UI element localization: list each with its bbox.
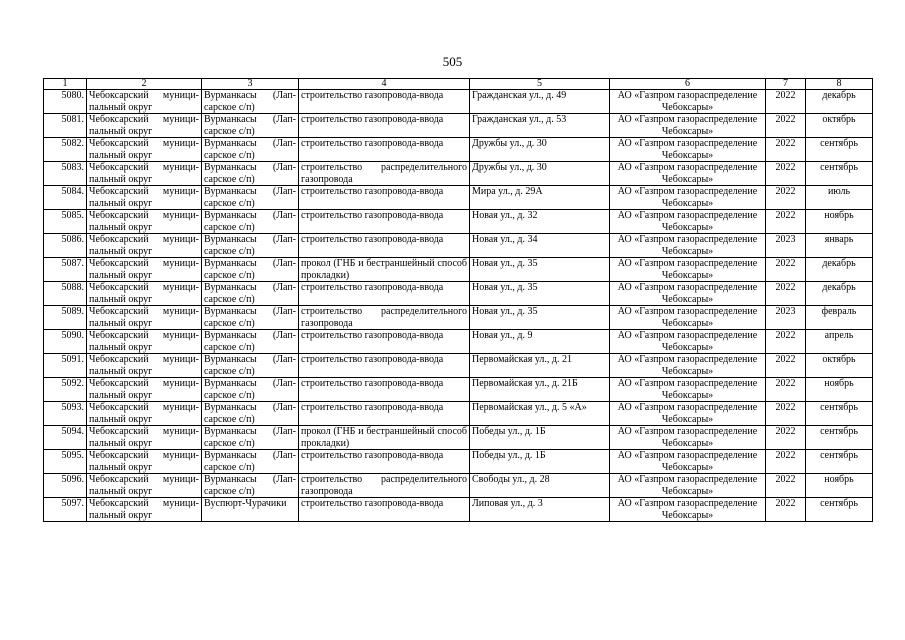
year-cell: 2022 — [766, 282, 806, 306]
address-cell: Дружбы ул., д. 30 — [470, 162, 610, 186]
organization-cell: АО «Газпром газораспределение Чебоксары» — [610, 378, 766, 402]
address-cell: Первомайская ул., д. 5 «А» — [470, 402, 610, 426]
address-cell: Новая ул., д. 9 — [470, 330, 610, 354]
column-header: 6 — [610, 79, 766, 90]
settlement-cell: Вурманкасы (Лап-сарское с/п) — [202, 186, 299, 210]
row-number: 5088. — [44, 282, 87, 306]
address-cell: Новая ул., д. 32 — [470, 210, 610, 234]
address-cell: Свободы ул., д. 28 — [470, 474, 610, 498]
work-type-cell: строительство газопровода-ввода — [299, 498, 470, 522]
table-row — [44, 354, 873, 378]
municipality-cell: Чебоксарский муници-пальный округ — [87, 234, 202, 258]
month-cell: сентябрь — [806, 498, 873, 522]
work-type-cell: строительство газопровода-ввода — [299, 282, 470, 306]
table-row — [44, 498, 873, 522]
municipality-cell: Чебоксарский муници-пальный округ — [87, 162, 202, 186]
month-cell: сентябрь — [806, 162, 873, 186]
work-type-cell: строительство газопровода-ввода — [299, 378, 470, 402]
work-type-cell: строительство газопровода-ввода — [299, 186, 470, 210]
work-type-cell: строительство газопровода-ввода — [299, 90, 470, 114]
settlement-cell: Вурманкасы (Лап-сарское с/п) — [202, 162, 299, 186]
column-header: 5 — [470, 79, 610, 90]
month-cell: сентябрь — [806, 138, 873, 162]
column-header: 8 — [806, 79, 873, 90]
month-cell: декабрь — [806, 258, 873, 282]
row-number: 5090. — [44, 330, 87, 354]
address-cell: Гражданская ул., д. 53 — [470, 114, 610, 138]
work-type-cell: строительство газопровода-ввода — [299, 402, 470, 426]
month-cell: ноябрь — [806, 210, 873, 234]
table-row — [44, 210, 873, 234]
address-cell: Дружбы ул., д. 30 — [470, 138, 610, 162]
table-row — [44, 402, 873, 426]
year-cell: 2022 — [766, 138, 806, 162]
organization-cell: АО «Газпром газораспределение Чебоксары» — [610, 162, 766, 186]
header-row — [44, 79, 873, 90]
address-cell: Липовая ул., д. 3 — [470, 498, 610, 522]
municipality-cell: Чебоксарский муници-пальный округ — [87, 258, 202, 282]
municipality-cell: Чебоксарский муници-пальный округ — [87, 378, 202, 402]
organization-cell: АО «Газпром газораспределение Чебоксары» — [610, 234, 766, 258]
address-cell: Первомайская ул., д. 21 — [470, 354, 610, 378]
work-type-cell: прокол (ГНБ и бестраншейный способ прокладки) — [299, 426, 470, 450]
table-row — [44, 426, 873, 450]
table-row — [44, 258, 873, 282]
organization-cell: АО «Газпром газораспределение Чебоксары» — [610, 354, 766, 378]
address-cell: Победы ул., д. 1Б — [470, 426, 610, 450]
settlement-cell: Вурманкасы (Лап-сарское с/п) — [202, 90, 299, 114]
month-cell: сентябрь — [806, 402, 873, 426]
address-cell: Новая ул., д. 35 — [470, 306, 610, 330]
table-body — [44, 90, 873, 522]
row-number: 5084. — [44, 186, 87, 210]
month-cell: октябрь — [806, 354, 873, 378]
row-number: 5089. — [44, 306, 87, 330]
settlement-cell: Вурманкасы (Лап-сарское с/п) — [202, 258, 299, 282]
column-header: 1 — [44, 79, 87, 90]
row-number: 5094. — [44, 426, 87, 450]
settlement-cell: Вурманкасы (Лап-сарское с/п) — [202, 450, 299, 474]
row-number: 5083. — [44, 162, 87, 186]
month-cell: ноябрь — [806, 474, 873, 498]
organization-cell: АО «Газпром газораспределение Чебоксары» — [610, 258, 766, 282]
municipality-cell: Чебоксарский муници-пальный округ — [87, 474, 202, 498]
month-cell: апрель — [806, 330, 873, 354]
organization-cell: АО «Газпром газораспределение Чебоксары» — [610, 138, 766, 162]
year-cell: 2022 — [766, 210, 806, 234]
year-cell: 2022 — [766, 90, 806, 114]
column-header: 3 — [202, 79, 299, 90]
organization-cell: АО «Газпром газораспределение Чебоксары» — [610, 474, 766, 498]
work-type-cell: строительство газопровода-ввода — [299, 210, 470, 234]
month-cell: декабрь — [806, 90, 873, 114]
year-cell: 2023 — [766, 234, 806, 258]
work-type-cell: строительство газопровода-ввода — [299, 138, 470, 162]
organization-cell: АО «Газпром газораспределение Чебоксары» — [610, 186, 766, 210]
table-row — [44, 90, 873, 114]
table-row — [44, 330, 873, 354]
year-cell: 2022 — [766, 162, 806, 186]
month-cell: декабрь — [806, 282, 873, 306]
work-type-cell: строительство распределительного газопровода — [299, 162, 470, 186]
municipality-cell: Чебоксарский муници-пальный округ — [87, 186, 202, 210]
organization-cell: АО «Газпром газораспределение Чебоксары» — [610, 426, 766, 450]
row-number: 5095. — [44, 450, 87, 474]
work-type-cell: строительство распределительного газопровода — [299, 474, 470, 498]
row-number: 5091. — [44, 354, 87, 378]
row-number: 5093. — [44, 402, 87, 426]
month-cell: январь — [806, 234, 873, 258]
month-cell: сентябрь — [806, 426, 873, 450]
municipality-cell: Чебоксарский муници-пальный округ — [87, 114, 202, 138]
municipality-cell: Чебоксарский муници-пальный округ — [87, 426, 202, 450]
municipality-cell: Чебоксарский муници-пальный округ — [87, 330, 202, 354]
row-number: 5081. — [44, 114, 87, 138]
municipality-cell: Чебоксарский муници-пальный округ — [87, 90, 202, 114]
table-row — [44, 474, 873, 498]
municipality-cell: Чебоксарский муници-пальный округ — [87, 402, 202, 426]
organization-cell: АО «Газпром газораспределение Чебоксары» — [610, 90, 766, 114]
row-number: 5092. — [44, 378, 87, 402]
table-row — [44, 186, 873, 210]
municipality-cell: Чебоксарский муници-пальный округ — [87, 282, 202, 306]
table-row — [44, 138, 873, 162]
settlement-cell: Вуспюрт-Чурачики — [202, 498, 299, 522]
address-cell: Победы ул., д. 1Б — [470, 450, 610, 474]
work-type-cell: строительство газопровода-ввода — [299, 330, 470, 354]
settlement-cell: Вурманкасы (Лап-сарское с/п) — [202, 330, 299, 354]
column-header: 7 — [766, 79, 806, 90]
year-cell: 2022 — [766, 426, 806, 450]
table-row — [44, 306, 873, 330]
organization-cell: АО «Газпром газораспределение Чебоксары» — [610, 210, 766, 234]
row-number: 5087. — [44, 258, 87, 282]
page-number: 505 — [442, 54, 463, 69]
organization-cell: АО «Газпром газораспределение Чебоксары» — [610, 450, 766, 474]
address-cell: Новая ул., д. 35 — [470, 282, 610, 306]
address-cell: Новая ул., д. 34 — [470, 234, 610, 258]
organization-cell: АО «Газпром газораспределение Чебоксары» — [610, 306, 766, 330]
settlement-cell: Вурманкасы (Лап-сарское с/п) — [202, 114, 299, 138]
address-cell: Мира ул., д. 29А — [470, 186, 610, 210]
settlement-cell: Вурманкасы (Лап-сарское с/п) — [202, 234, 299, 258]
settlement-cell: Вурманкасы (Лап-сарское с/п) — [202, 426, 299, 450]
organization-cell: АО «Газпром газораспределение Чебоксары» — [610, 402, 766, 426]
municipality-cell: Чебоксарский муници-пальный округ — [87, 306, 202, 330]
municipality-cell: Чебоксарский муници-пальный округ — [87, 138, 202, 162]
municipality-cell: Чебоксарский муници-пальный округ — [87, 450, 202, 474]
year-cell: 2022 — [766, 378, 806, 402]
work-type-cell: строительство газопровода-ввода — [299, 114, 470, 138]
address-cell: Новая ул., д. 35 — [470, 258, 610, 282]
year-cell: 2023 — [766, 306, 806, 330]
year-cell: 2022 — [766, 474, 806, 498]
table-row — [44, 234, 873, 258]
row-number: 5085. — [44, 210, 87, 234]
year-cell: 2022 — [766, 330, 806, 354]
municipality-cell: Чебоксарский муници-пальный округ — [87, 354, 202, 378]
row-number: 5082. — [44, 138, 87, 162]
address-cell: Первомайская ул., д. 21Б — [470, 378, 610, 402]
settlement-cell: Вурманкасы (Лап-сарское с/п) — [202, 210, 299, 234]
row-number: 5096. — [44, 474, 87, 498]
settlement-cell: Вурманкасы (Лап-сарское с/п) — [202, 378, 299, 402]
gas-works-table — [43, 78, 873, 522]
settlement-cell: Вурманкасы (Лап-сарское с/п) — [202, 306, 299, 330]
year-cell: 2022 — [766, 186, 806, 210]
year-cell: 2022 — [766, 258, 806, 282]
table-row — [44, 378, 873, 402]
row-number: 5080. — [44, 90, 87, 114]
year-cell: 2022 — [766, 114, 806, 138]
municipality-cell: Чебоксарский муници-пальный округ — [87, 498, 202, 522]
row-number: 5097. — [44, 498, 87, 522]
year-cell: 2022 — [766, 498, 806, 522]
municipality-cell: Чебоксарский муници-пальный округ — [87, 210, 202, 234]
settlement-cell: Вурманкасы (Лап-сарское с/п) — [202, 354, 299, 378]
work-type-cell: строительство газопровода-ввода — [299, 234, 470, 258]
column-header: 2 — [87, 79, 202, 90]
table-row — [44, 450, 873, 474]
table-row — [44, 282, 873, 306]
year-cell: 2022 — [766, 402, 806, 426]
organization-cell: АО «Газпром газораспределение Чебоксары» — [610, 498, 766, 522]
settlement-cell: Вурманкасы (Лап-сарское с/п) — [202, 402, 299, 426]
month-cell: февраль — [806, 306, 873, 330]
settlement-cell: Вурманкасы (Лап-сарское с/п) — [202, 138, 299, 162]
column-header: 4 — [299, 79, 470, 90]
settlement-cell: Вурманкасы (Лап-сарское с/п) — [202, 282, 299, 306]
work-type-cell: строительство газопровода-ввода — [299, 354, 470, 378]
year-cell: 2022 — [766, 450, 806, 474]
work-type-cell: прокол (ГНБ и бестраншейный способ прокладки) — [299, 258, 470, 282]
month-cell: июль — [806, 186, 873, 210]
work-type-cell: строительство газопровода-ввода — [299, 450, 470, 474]
address-cell: Гражданская ул., д. 49 — [470, 90, 610, 114]
month-cell: ноябрь — [806, 378, 873, 402]
month-cell: октябрь — [806, 114, 873, 138]
table-row — [44, 114, 873, 138]
year-cell: 2022 — [766, 354, 806, 378]
row-number: 5086. — [44, 234, 87, 258]
settlement-cell: Вурманкасы (Лап-сарское с/п) — [202, 474, 299, 498]
organization-cell: АО «Газпром газораспределение Чебоксары» — [610, 330, 766, 354]
organization-cell: АО «Газпром газораспределение Чебоксары» — [610, 282, 766, 306]
table-row — [44, 162, 873, 186]
organization-cell: АО «Газпром газораспределение Чебоксары» — [610, 114, 766, 138]
work-type-cell: строительство распределительного газопровода — [299, 306, 470, 330]
month-cell: сентябрь — [806, 450, 873, 474]
